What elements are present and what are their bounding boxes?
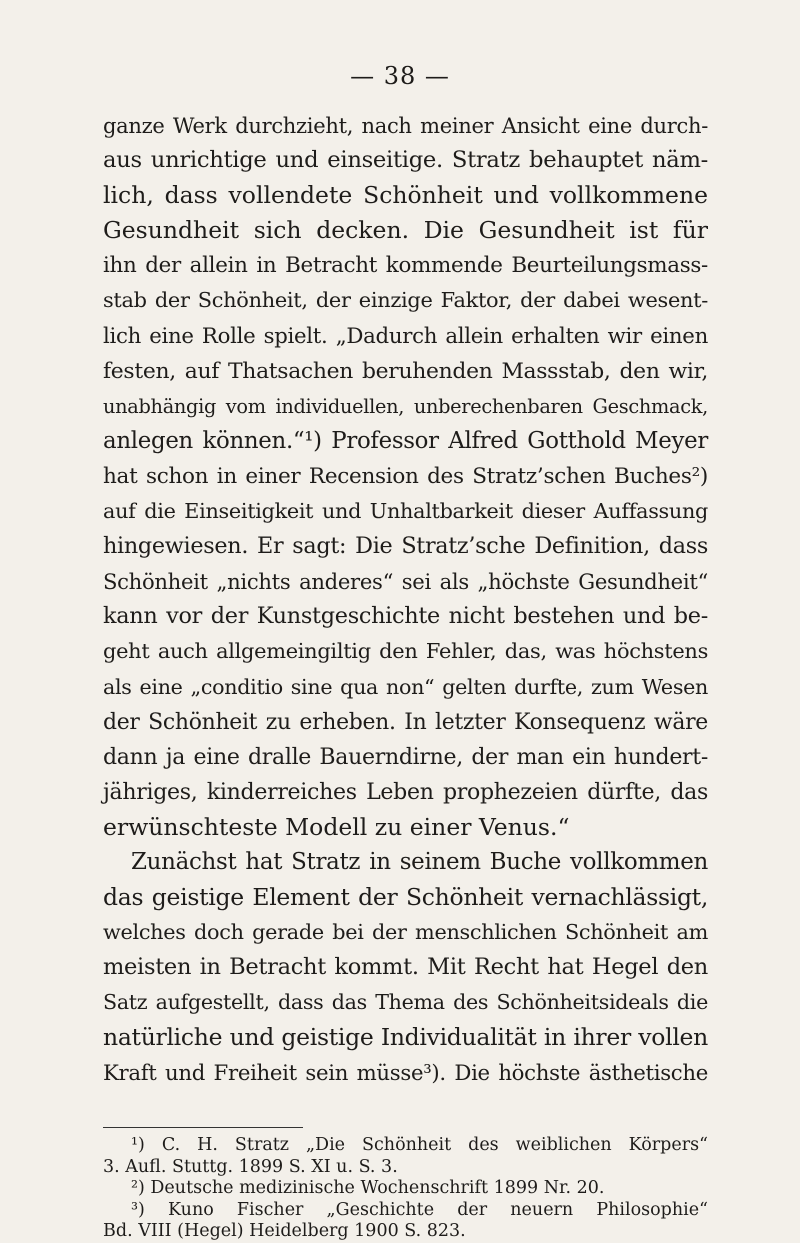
page-number: — 38 — <box>350 62 450 90</box>
text-line: ihn der allein in Betracht kommende Beurteilungsmass- <box>103 253 708 279</box>
footnotes <box>103 1135 708 1243</box>
text-line: jähriges, kinderreiches Leben prophezeien dürfte, das <box>103 779 708 805</box>
text-line: welches doch gerade bei der menschlichen Schönheit am <box>103 920 708 945</box>
text-line: natürliche und geistige Individualität in ihrer vollen <box>103 1023 708 1052</box>
text-line: geht auch allgemeingiltig den Fehler, das, was höchstens <box>103 639 708 664</box>
text-line: der Schönheit zu erheben. In letzter Konsequenz wäre <box>103 709 708 735</box>
text-line: anlegen können.“¹) Professor Alfred Gotthold Meyer <box>103 427 708 454</box>
footnote-line: Bd. VIII (Hegel) Heidelberg 1900 S. 823. <box>103 1221 466 1241</box>
text-line: Kraft und Freiheit sein müsse³). Die höchste ästhetische <box>103 1060 708 1086</box>
text-line: dann ja eine dralle Bauerndirne, der man ein hundert- <box>103 744 708 770</box>
text-line: festen, auf Thatsachen beruhenden Massstab, den wir, <box>103 358 708 384</box>
text-line: Gesundheit sich decken. Die Gesundheit ist für <box>103 216 708 245</box>
footnote-line: 3. Aufl. Stuttg. 1899 S. XI u. S. 3. <box>103 1156 398 1177</box>
footnote-line: ²) Deutsche medizinische Wochenschrift 1899 Nr. 20. <box>131 1178 605 1198</box>
text-line: als eine „conditio sine qua non“ gelten durfte, zum Wesen <box>103 674 708 699</box>
text-line: hat schon in einer Recension des Stratz’schen Buches²) <box>103 463 708 489</box>
text-line: Satz aufgestellt, dass das Thema des Schönheitsideals die <box>103 990 708 1015</box>
text-line: unabhängig vom individuellen, unberechenbaren Geschmack, <box>103 394 708 418</box>
body-text <box>103 108 708 1091</box>
text-line: Schönheit „nichts anderes“ sei als „höchste Gesundheit“ <box>103 569 708 595</box>
text-line: lich eine Rolle spielt. „Dadurch allein erhalten wir einen <box>103 323 708 349</box>
text-line: hingewiesen. Er sagt: Die Stratz’sche Definition, dass <box>103 533 708 560</box>
footnote-line: ³) Kuno Fischer „Geschichte der neuern Philosophie“ <box>131 1199 708 1220</box>
text-line: stab der Schönheit, der einzige Faktor, der dabei wesent- <box>103 288 708 313</box>
text-line: das geistige Element der Schönheit vernachlässigt, <box>103 883 708 912</box>
text-line: erwünschteste Modell zu einer Venus.“ <box>103 812 570 841</box>
text-line: lich, dass vollendete Schönheit und vollkommene <box>103 181 708 210</box>
text-line: ganze Werk durchzieht, nach meiner Ansicht eine durch- <box>103 113 708 138</box>
text-line: aus unrichtige und einseitige. Stratz behauptet näm- <box>103 147 708 174</box>
text-line: Zunächst hat Stratz in seinem Buche vollkommen <box>131 848 708 875</box>
text-line: auf die Einseitigkeit und Unhaltbarkeit dieser Auffassung <box>103 499 708 524</box>
footnote-divider <box>103 1127 303 1128</box>
text-line: kann vor der Kunstgeschichte nicht bestehen und be- <box>103 603 708 630</box>
footnote-line: ¹) C. H. Stratz „Die Schönheit des weiblichen Körpers“ <box>131 1135 708 1155</box>
text-line: meisten in Betracht kommt. Mit Recht hat Hegel den <box>103 954 708 981</box>
